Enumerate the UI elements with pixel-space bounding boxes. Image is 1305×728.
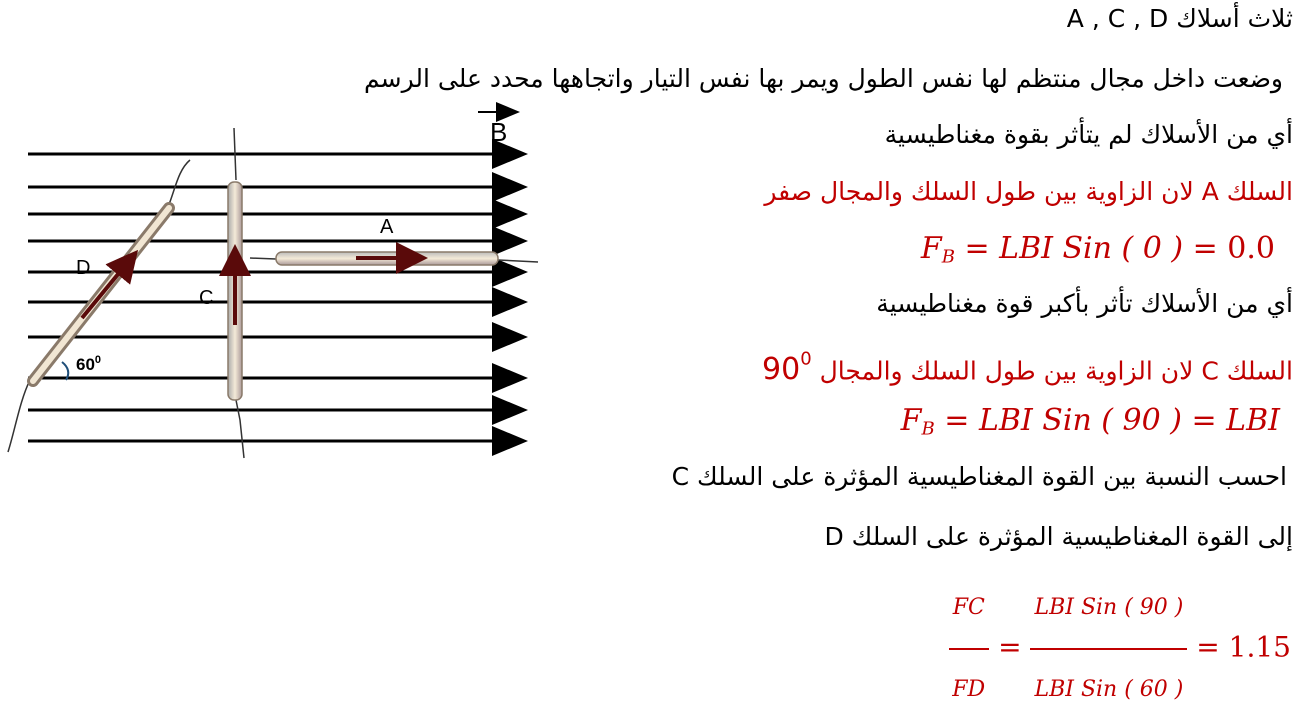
wire-c-label: C [199, 287, 214, 309]
wire-d-label: D [76, 257, 91, 279]
question-1: أي من الأسلاك لم يتأثر بقوة مغناطيسية [884, 120, 1293, 149]
wire-d-lead [168, 160, 190, 207]
magnetic-field-diagram [0, 100, 560, 470]
equation-1: $F_B$ = LBI Sin ( 0 ) = 0.0 [920, 231, 1275, 268]
wire-a-lead [498, 260, 538, 262]
intro-line-1: ثلاث أسلاك A , C , D [1066, 4, 1293, 33]
wire-d-lead [8, 380, 30, 452]
angle-label: $60^0$ [76, 354, 102, 374]
expression-fraction: $\frac{\text{LBI Sin ( 90 )}}{\text{LBI Sin ( 60 )}}$ [1030, 570, 1187, 728]
wire-list: A , C , D [1066, 4, 1169, 33]
answer-1: السلك A لان الزاوية بين طول السلك والمجال صفر [764, 177, 1293, 206]
question-2: أي من الأسلاك تأثر بأكبر قوة مغناطيسية [876, 289, 1293, 318]
intro-line-2: وضعت داخل مجال منتظم لها نفس الطول ويمر بها نفس التيار واتجاهها محدد على الرسم [364, 64, 1283, 93]
wire-c-lead [234, 128, 236, 180]
wire-a-label: A [380, 216, 394, 238]
question-3: احسب النسبة بين القوة المغناطيسية المؤثرة على السلك C [671, 462, 1287, 491]
wire-a-lead [250, 258, 276, 259]
ratio-fraction: $\frac{FC}{FD}$ [948, 570, 989, 728]
b-field-label: B [490, 117, 508, 147]
ratio-equation: $\frac{FC}{FD}$ = $\frac{\text{LBI Sin ( 90 )}}{\text{LBI Sin ( 60 )}}$ = 1.15 [948, 570, 1291, 728]
answer-2: السلك C لان الزاوية بين طول السلك والمجال $90^0$ [762, 349, 1293, 388]
question-4: إلى القوة المغناطيسية المؤثرة على السلك D [824, 522, 1293, 551]
equation-2: $F_B$ = LBI Sin ( 90 ) = LBI [900, 403, 1280, 440]
